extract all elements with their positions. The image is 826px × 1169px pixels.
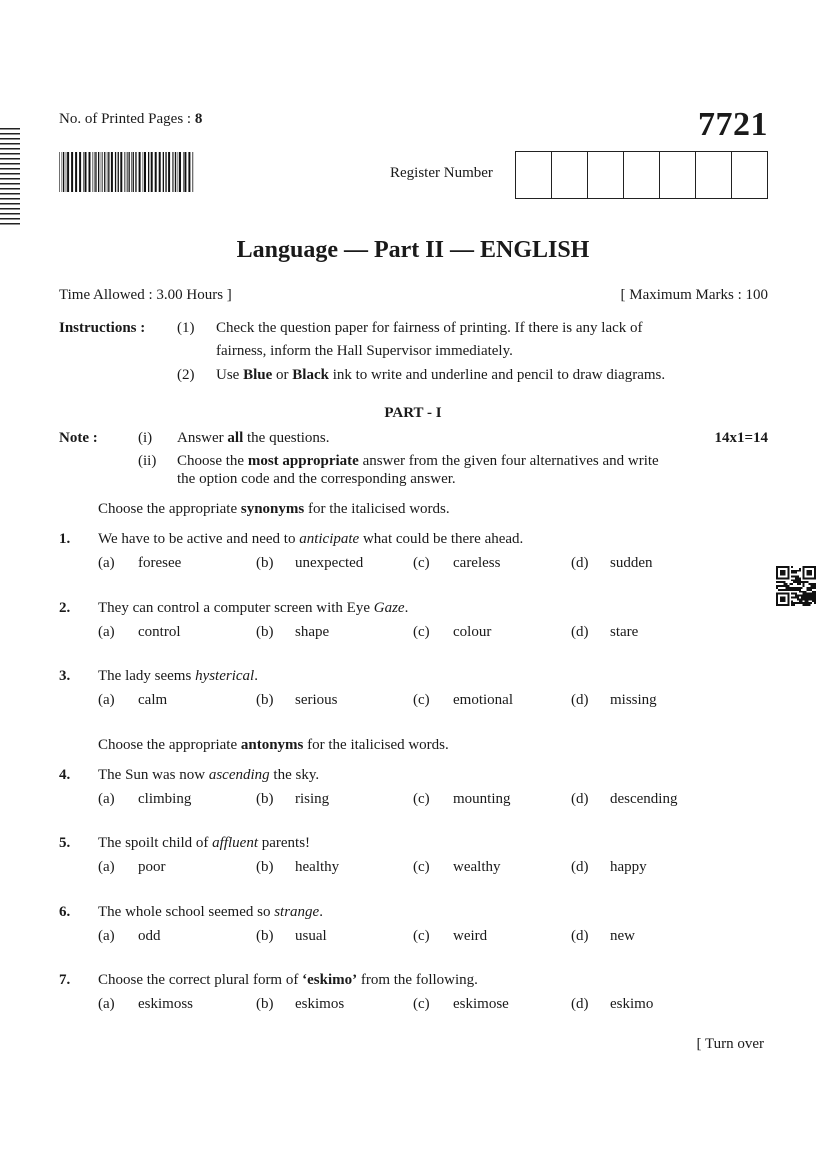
option-text: sudden <box>610 555 653 571</box>
instruction-text: Use Blue or Black ink to write and underline and pencil to draw diagrams. <box>216 367 666 383</box>
question-number: 7. <box>59 972 71 988</box>
option-text: usual <box>295 928 327 944</box>
option-label: (b) <box>256 555 274 571</box>
option-label: (b) <box>256 791 274 807</box>
option-text: missing <box>610 692 657 708</box>
instruction-number: (1) <box>177 320 195 336</box>
section-intro-antonyms: Choose the appropriate antonyms for the italicised words. <box>98 737 449 753</box>
option-label: (c) <box>413 555 430 571</box>
option-text: serious <box>295 692 338 708</box>
option-text: colour <box>453 624 492 640</box>
option-text: calm <box>138 692 168 708</box>
option-text: control <box>138 624 181 640</box>
option-text: rising <box>295 791 330 807</box>
register-digit-box[interactable] <box>624 152 660 198</box>
question-text: The Sun was now ascending the sky. <box>98 767 320 783</box>
option-label: (c) <box>413 791 430 807</box>
instruction-text: fairness, inform the Hall Supervisor immediately. <box>216 343 513 359</box>
option-label: (b) <box>256 928 274 944</box>
register-digit-box[interactable] <box>696 152 732 198</box>
option-text: odd <box>138 928 161 944</box>
register-digit-box[interactable] <box>516 152 552 198</box>
turn-over-note: [ Turn over <box>696 1036 764 1052</box>
note-text: Choose the most appropriate answer from the given four alternatives and write <box>177 453 659 469</box>
option-label: (a) <box>98 692 115 708</box>
question-number: 1. <box>59 531 71 547</box>
register-digit-box[interactable] <box>588 152 624 198</box>
option-text: eskimos <box>295 996 345 1012</box>
option-text: eskimoss <box>138 996 194 1012</box>
note-number: (i) <box>138 430 153 446</box>
barcode-image <box>59 152 194 192</box>
marks-formula: 14x1=14 <box>714 430 768 446</box>
option-label: (c) <box>413 692 430 708</box>
register-digit-box[interactable] <box>732 152 767 198</box>
option-text: foresee <box>138 555 182 571</box>
option-label: (d) <box>571 692 589 708</box>
option-text: descending <box>610 791 678 807</box>
option-text: careless <box>453 555 501 571</box>
instruction-number: (2) <box>177 367 195 383</box>
option-label: (d) <box>571 859 589 875</box>
question-number: 6. <box>59 904 71 920</box>
instruction-text: Check the question paper for fairness of printing. If there is any lack of <box>216 320 643 336</box>
option-text: new <box>610 928 635 944</box>
question-number: 2. <box>59 600 71 616</box>
question-text: Choose the correct plural form of ‘eskimo’ from the following. <box>98 972 478 988</box>
option-text: unexpected <box>295 555 364 571</box>
register-number-boxes <box>515 151 768 199</box>
option-text: eskimose <box>453 996 509 1012</box>
time-allowed: Time Allowed : 3.00 Hours ] <box>59 287 232 303</box>
option-label: (d) <box>571 624 589 640</box>
option-text: emotional <box>453 692 513 708</box>
option-label: (b) <box>256 624 274 640</box>
option-label: (a) <box>98 996 115 1012</box>
question-text: The whole school seemed so strange. <box>98 904 323 920</box>
maximum-marks: [ Maximum Marks : 100 <box>620 287 768 303</box>
option-text: stare <box>610 624 639 640</box>
option-text: climbing <box>138 791 192 807</box>
option-label: (d) <box>571 791 589 807</box>
question-text: The spoilt child of affluent parents! <box>98 835 311 851</box>
register-digit-box[interactable] <box>660 152 696 198</box>
qr-code-image <box>776 566 816 606</box>
option-label: (d) <box>571 996 589 1012</box>
option-label: (a) <box>98 624 115 640</box>
part-heading: PART - I <box>384 405 442 421</box>
option-text: healthy <box>295 859 340 875</box>
note-text: Answer all the questions. <box>177 430 330 446</box>
option-label: (d) <box>571 555 589 571</box>
option-text: happy <box>610 859 647 875</box>
option-label: (a) <box>98 555 115 571</box>
option-label: (d) <box>571 928 589 944</box>
option-label: (c) <box>413 928 430 944</box>
instructions-label: Instructions : <box>59 320 146 336</box>
section-intro-synonyms: Choose the appropriate synonyms for the italicised words. <box>98 501 450 517</box>
edge-registration-marks <box>0 128 20 228</box>
option-label: (c) <box>413 996 430 1012</box>
option-label: (b) <box>256 692 274 708</box>
register-digit-box[interactable] <box>552 152 588 198</box>
option-text: eskimo <box>610 996 654 1012</box>
question-text: They can control a computer screen with Eye Gaze. <box>98 600 409 616</box>
option-text: wealthy <box>453 859 501 875</box>
option-label: (a) <box>98 791 115 807</box>
option-label: (b) <box>256 996 274 1012</box>
note-label: Note : <box>59 430 98 446</box>
question-text: The lady seems hysterical. <box>98 668 258 684</box>
option-label: (c) <box>413 624 430 640</box>
register-number-label: Register Number <box>390 165 493 181</box>
option-text: mounting <box>453 791 511 807</box>
question-number: 5. <box>59 835 71 851</box>
option-text: weird <box>453 928 488 944</box>
note-number: (ii) <box>138 453 157 469</box>
option-label: (c) <box>413 859 430 875</box>
note-text: the option code and the corresponding answer. <box>177 471 456 487</box>
paper-title: Language — Part II — ENGLISH <box>236 237 590 263</box>
printed-pages: No. of Printed Pages : 8 <box>59 111 203 127</box>
question-number: 3. <box>59 668 71 684</box>
option-label: (a) <box>98 928 115 944</box>
option-label: (b) <box>256 859 274 875</box>
question-text: We have to be active and need to anticipate what could be there ahead. <box>98 531 524 547</box>
question-number: 4. <box>59 767 71 783</box>
option-label: (a) <box>98 859 115 875</box>
option-text: shape <box>295 624 330 640</box>
option-text: poor <box>138 859 166 875</box>
paper-code: 7721 <box>698 106 768 143</box>
